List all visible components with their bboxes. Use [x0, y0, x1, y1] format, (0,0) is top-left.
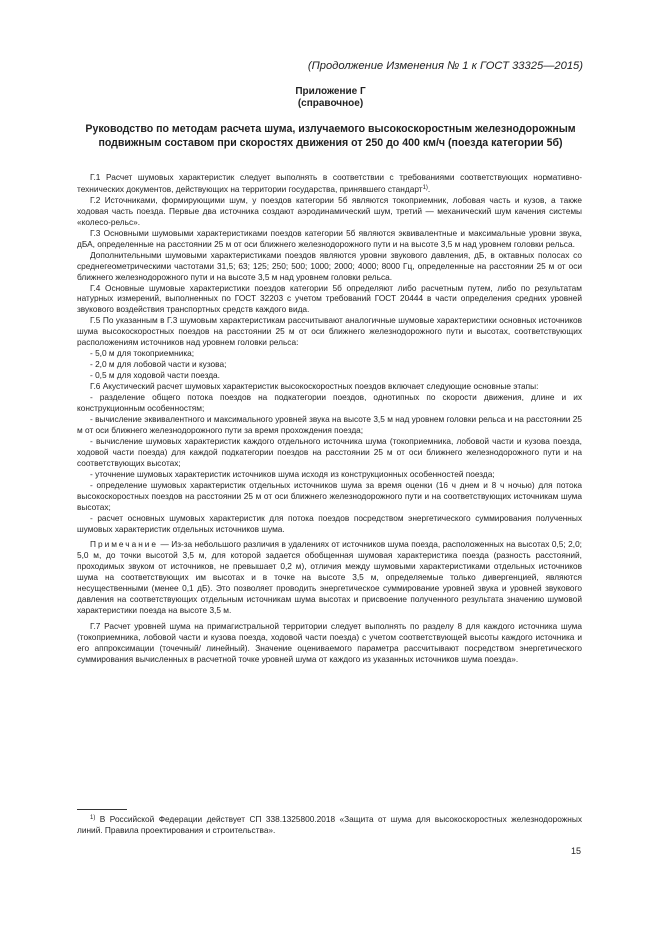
footnote-marker: 1): [90, 815, 96, 821]
paragraph-g5: Г.5 По указанным в Г.3 шумовым характеристикам рассчитывают аналогичные шумовые характеристики основных источников шума высокоскоростных поездов на расстоянии 25 м от оси ближнего железнодорожного пути и высотах, соответствующих расположениям источников над уровнем головки рельса:: [77, 315, 582, 348]
footnote-text: В Российской Федерации действует СП 338.1325800.2018 «Защита от шума для высокоскоростных железнодорожных линий. Правила проектирования и строительства».: [77, 814, 582, 835]
footnote-ref: 1): [422, 184, 428, 191]
note-text: — Из-за небольшого различия в удалениях от источников шума поезда, расположенных на высотах 0,5; 2,0; 5,0 м, до точки высотой 3,5 м, для которой задается обобщенная шумовая характеристика поезда (разность расстояний, проходимых звуком от источников, не превышает 0,2 м), отличия между шумовыми характеристиками отдельных источников шума на соответствующих им высотах и в точке на высоте 3,5 м, определяемые только дивергенцией, являются несущественными (менее 0,1 дБ). Это позволяет проводить энергетическое суммирование уровней звука и уровней звукового давления на соответствующих отдельным источникам шума высотах и присвоение полученного результата значению шумовой характеристики поезда на высоте 3,5 м.: [77, 539, 582, 616]
paragraph-g6: Г.6 Акустический расчет шумовых характеристик высокоскоростных поездов включает следующие основные этапы:: [90, 381, 539, 392]
height-item: - 0,5 м для ходовой части поезда.: [90, 370, 220, 381]
note-paragraph: [77, 539, 582, 616]
paragraph-g1-text: Г.1 Расчет шумовых характеристик следует выполнять в соответствии с требованиями соответствующих нормативно-технических документов, действующих на территории государства, принявшего стандарт: [77, 172, 582, 194]
document-title: Руководство по методам расчета шума, излучаемого высокоскоростным железнодорожным подвижным составом при скоростях движения от 250 до 400 км/ч (поезда категории 5б): [85, 123, 576, 149]
continuation-header: (Продолжение Изменения № 1 к ГОСТ 33325—2015): [307, 60, 583, 72]
paragraph-g3: Г.3 Основными шумовыми характеристиками поездов категории 5б являются эквивалентные и максимальные уровни звука, дБА, определенные на расстоянии 25 м от оси ближнего железнодорожного пути и на высоте 3,5 м над уровнем головки рельса.: [77, 227, 582, 249]
appendix-title: Приложение Г: [295, 86, 366, 97]
document-body: [77, 172, 582, 665]
note-label: Примечание: [90, 539, 159, 550]
paragraph-g1: [77, 172, 582, 195]
height-item: - 2,0 м для лобовой части и кузова;: [90, 359, 227, 370]
stage-item: - определение шумовых характеристик отдельных источников шума за время оценки (16 ч днем и 8 ч ночью) для потока высокоскоростных поездов на расстоянии 25 м от оси ближнего железнодорожного пути и на соответствующих источникам шума высотах;: [77, 479, 582, 512]
paragraph-additional: Дополнительными шумовыми характеристиками поездов являются уровни звукового давления, дБ, в октавных полосах со среднегеометрическими частотами 31,5; 63; 125; 250; 500; 1000; 2000; 4000; 8000 Гц, определенные на расстоянии 25 м от оси ближнего железнодорожного пути и на высоте 3,5 м над уровнем головки рельса.: [77, 249, 582, 282]
paragraph-g4: Г.4 Основные шумовые характеристики поездов категории 5б определяют либо расчетным путем, либо по результатам натурных измерений, выполненных по ГОСТ 32203 с учетом требований ГОСТ 20444 в части определения средних уровней звукового воздействия транспортных средств каждого вида.: [77, 282, 582, 315]
appendix-subtitle: (справочное): [297, 98, 364, 109]
paragraph-g2: Г.2 Источниками, формирующими шум, у поездов категории 5б являются токоприемник, лобовая часть и кузов, а также ходовая часть поезда. Первые два источника создают аэродинамический шум, третий — механический шум качения системы «колесо-рельс».: [77, 194, 582, 227]
stage-item: - вычисление эквивалентного и максимального уровней звука на высоте 3,5 м над уровнем головки рельса и на расстоянии 25 м от оси ближнего железнодорожного пути за время прохождения поезда;: [77, 413, 582, 435]
stage-item: - расчет основных шумовых характеристик для потока поездов посредством энергетического суммирования полученных шумовых характеристик отдельных источников шума.: [77, 512, 582, 534]
stage-item: - вычисление шумовых характеристик каждого отдельного источника шума (токоприемника, лобовой части и кузова поезда, ходовой части поезда) для каждой подкатегории поездов на расстоянии 25 м от оси ближнего железнодорожного пути и на соответствующих высотах;: [77, 435, 582, 468]
stage-item: - разделение общего потока поездов на подкатегории поездов, однотипных по скорости движения, длине и их конструкционным особенностям;: [77, 392, 582, 414]
footnote: [77, 813, 582, 836]
paragraph-g1-end: .: [427, 183, 431, 194]
height-item: - 5,0 м для токоприемника;: [90, 348, 195, 359]
stage-item: - уточнение шумовых характеристик источников шума исходя из конструкционных особенностей поезда;: [90, 468, 495, 479]
footnote-separator: [77, 809, 127, 810]
paragraph-g7: Г.7 Расчет уровней шума на примагистральной территории следует выполнять по разделу 8 для каждого источника шума (токоприемника, лобовой части и кузова поезда, ходовой части поезда) с учетом соответствующей высоты каждого источника и его аппроксимации (точечный/ линейный). Значение оцениваемого параметра рассчитывают посредством энергетического суммирования вычисленных в расчетной точке уровней шума от каждого из указанных источников шума поезда».: [77, 621, 582, 664]
page-number: 15: [570, 846, 581, 856]
